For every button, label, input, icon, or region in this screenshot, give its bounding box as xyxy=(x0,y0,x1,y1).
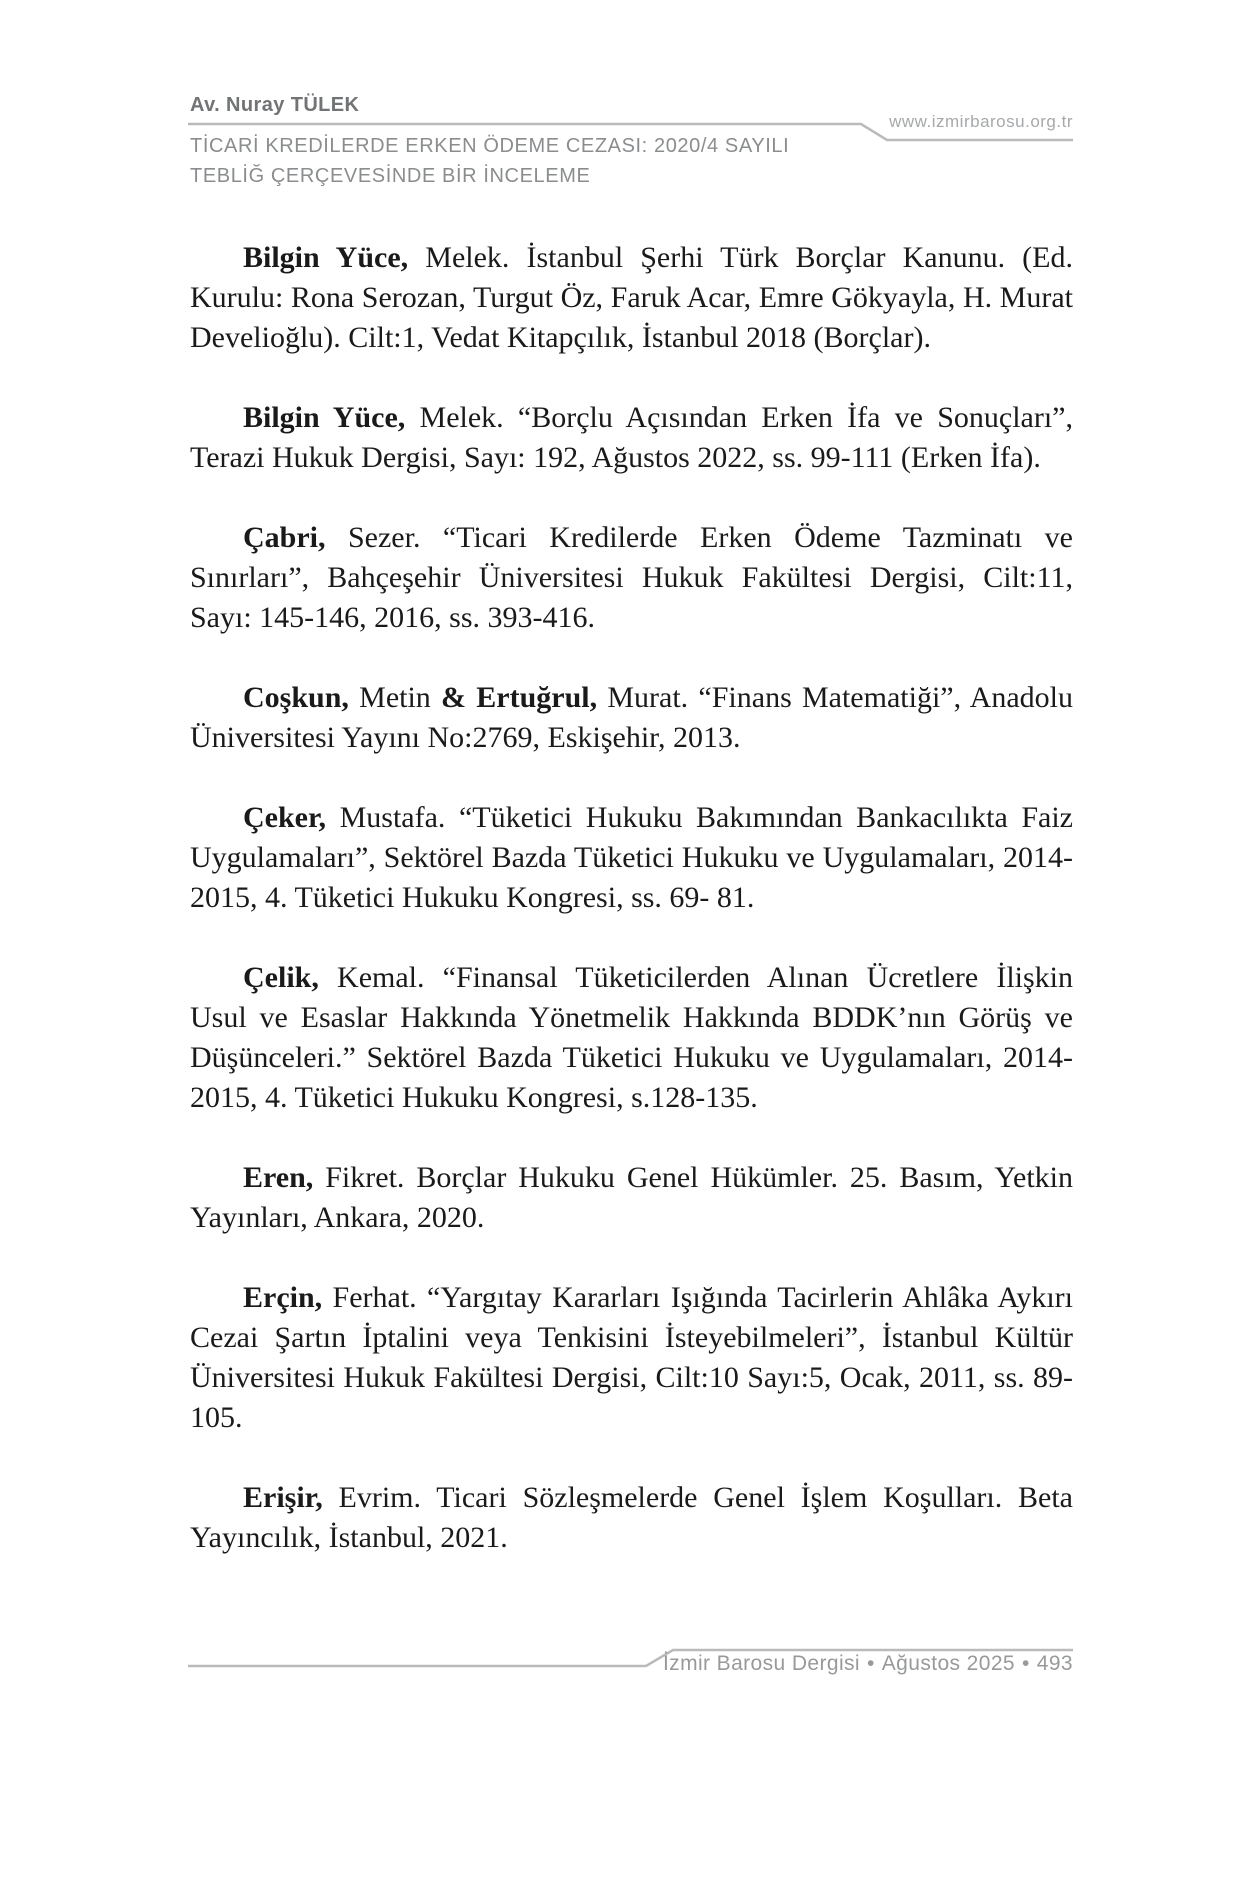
reference-author: Erişir, xyxy=(243,1481,323,1514)
issue-date: Ağustos 2025 xyxy=(881,1652,1015,1675)
reference-entry xyxy=(190,958,1073,1118)
website-url: www.izmirbarosu.org.tr xyxy=(889,112,1073,131)
reference-entry xyxy=(190,1158,1073,1238)
article-title-line1: TİCARİ KREDİLERDE ERKEN ÖDEME CEZASI: 2020/4 SAYILI xyxy=(190,135,790,157)
reference-entry xyxy=(190,518,1073,638)
reference-text: Evrim. Ticari Sözleşmelerde Genel İşlem Koşulları. Beta Yayıncılık, İstanbul, 2021. xyxy=(190,1481,1073,1554)
reference-author: Erçin, xyxy=(243,1281,323,1314)
reference-entry xyxy=(190,798,1073,918)
reference-entry xyxy=(190,1278,1073,1438)
author-name: Av. Nuray TÜLEK xyxy=(190,94,360,116)
reference-author: Bilgin Yüce, xyxy=(243,241,409,274)
reference-author: Bilgin Yüce, xyxy=(243,401,406,434)
reference-author: Coşkun, xyxy=(243,681,349,714)
reference-entry xyxy=(190,678,1073,758)
footer-bullet: • xyxy=(1021,1652,1030,1675)
footer-line xyxy=(663,1652,1073,1676)
reference-author: & Ertuğrul, xyxy=(441,681,598,714)
reference-entry xyxy=(190,398,1073,478)
journal-name: İzmir Barosu Dergisi xyxy=(662,1652,860,1675)
reference-author: Çeker, xyxy=(243,801,327,834)
footer-bullet: • xyxy=(866,1652,875,1675)
reference-text: Fikret. Borçlar Hukuku Genel Hükümler. 25. Basım, Yetkin Yayınları, Ankara, 2020. xyxy=(190,1161,1073,1234)
reference-entry xyxy=(190,238,1073,358)
reference-text: Melek. İstanbul Şerhi Türk Borçlar Kanunu. (Ed. Kurulu: Rona Serozan, Turgut Öz, Faruk Acar, Emre Gökyayla, H. Murat Develioğlu). Cilt:1, Vedat Kitapçılık, İstanbul 2018 (Borçlar). xyxy=(190,241,1073,354)
reference-text: Murat. “Finans Matematiği”, Anadolu Üniversitesi Yayını No:2769, Eskişehir, 2013. xyxy=(190,681,1073,754)
reference-author: Çabri, xyxy=(243,521,326,554)
article-title xyxy=(190,131,789,191)
reference-text: Metin xyxy=(348,681,442,714)
reference-text: Melek. “Borçlu Açısından Erken İfa ve Sonuçları”, Terazi Hukuk Dergisi, Sayı: 192, Ağustos 2022, ss. 99-111 (Erken İfa). xyxy=(190,401,1073,474)
reference-entry xyxy=(190,1478,1073,1558)
reference-text: Kemal. “Finansal Tüketicilerden Alınan Ücretlere İlişkin Usul ve Esaslar Hakkında Yönetmelik Hakkında BDDK’nın Görüş ve Düşünceleri.” Sektörel Bazda Tüketici Hukuku ve Uygulamaları, 2014-2015, 4. Tüketici Hukuku Kongresi, s.128-135. xyxy=(190,961,1073,1114)
page-number: 493 xyxy=(1036,1652,1073,1675)
reference-author: Eren, xyxy=(243,1161,314,1194)
reference-text: Ferhat. “Yargıtay Kararları Işığında Tacirlerin Ahlâka Aykırı Cezai Şartın İptalini veya Tenkisini İsteyebilmeleri”, İstanbul Kültür Üniversitesi Hukuk Fakültesi Dergisi, Cilt:10 Sayı:5, Ocak, 2011, ss. 89-105. xyxy=(190,1281,1073,1434)
reference-text: Sezer. “Ticari Kredilerde Erken Ödeme Tazminatı ve Sınırları”, Bahçeşehir Üniversitesi Hukuk Fakültesi Dergisi, Cilt:11, Sayı: 145-146, 2016, ss. 393-416. xyxy=(190,521,1073,634)
reference-author: Çelik, xyxy=(243,961,319,994)
article-title-line2: TEBLİĞ ÇERÇEVESİNDE BİR İNCELEME xyxy=(190,165,591,187)
reference-text: Mustafa. “Tüketici Hukuku Bakımından Bankacılıkta Faiz Uygulamaları”, Sektörel Bazda Tüketici Hukuku ve Uygulamaları, 2014-2015, 4. Tüketici Hukuku Kongresi, ss. 69- 81. xyxy=(190,801,1073,914)
references-list xyxy=(190,238,1073,1598)
